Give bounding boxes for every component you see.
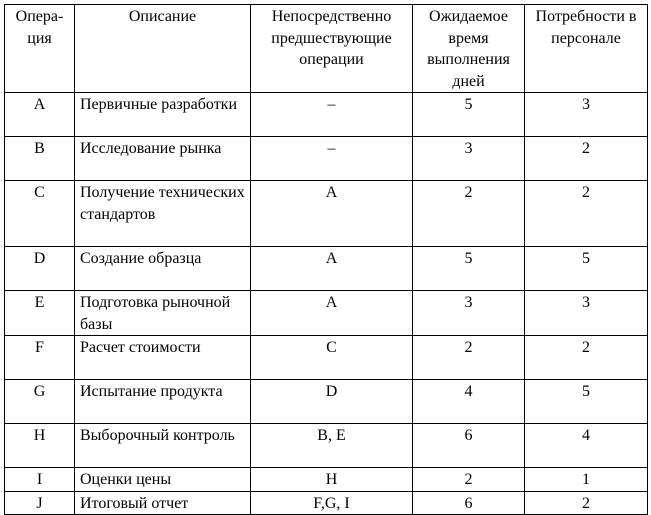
header-duration: Ожидаемое время выполнения дней [413,5,525,93]
cell-duration: 3 [413,137,525,181]
cell-description: Испытание продукта [75,380,251,424]
cell-description: Подготовка рыночной базы [75,291,251,336]
table-row [5,291,648,336]
cell-staff: 2 [525,137,648,181]
table-row [5,137,648,181]
table-row [5,380,648,424]
cell-description: Выборочный контроль [75,424,251,468]
cell-staff: 3 [525,93,648,137]
table-row [5,247,648,291]
cell-operation: J [5,491,75,515]
cell-staff: 5 [525,247,648,291]
cell-duration: 4 [413,380,525,424]
cell-operation: C [5,181,75,247]
cell-operation: B [5,137,75,181]
cell-operation: A [5,93,75,137]
table-row [5,93,648,137]
cell-description: Получение технических стандартов [75,181,251,247]
cell-staff: 3 [525,291,648,336]
cell-operation: D [5,247,75,291]
cell-predecessors: C [251,336,413,380]
cell-description: Исследование рынка [75,137,251,181]
cell-operation: F [5,336,75,380]
cell-description: Создание образца [75,247,251,291]
cell-operation: H [5,424,75,468]
table-header-row [5,5,648,93]
table-row [5,468,648,492]
cell-duration: 3 [413,291,525,336]
cell-staff: 2 [525,181,648,247]
cell-predecessors: F,G, I [251,491,413,515]
cell-staff: 2 [525,336,648,380]
cell-description: Расчет стоимости [75,336,251,380]
cell-predecessors: A [251,181,413,247]
cell-staff: 1 [525,468,648,492]
cell-duration: 2 [413,181,525,247]
cell-predecessors: H [251,468,413,492]
cell-duration: 2 [413,336,525,380]
cell-predecessors: D [251,380,413,424]
cell-operation: G [5,380,75,424]
cell-duration: 6 [413,424,525,468]
table-row [5,336,648,380]
cell-duration: 6 [413,491,525,515]
cell-operation: I [5,468,75,492]
cell-duration: 5 [413,93,525,137]
cell-staff: 2 [525,491,648,515]
cell-description: Итоговый отчет [75,491,251,515]
table-row [5,424,648,468]
cell-predecessors: – [251,93,413,137]
header-staff: Потребности в персонале [525,5,648,93]
cell-operation: E [5,291,75,336]
header-operation: Опера- ция [5,5,75,93]
cell-staff: 5 [525,380,648,424]
header-description: Описание [75,5,251,93]
cell-staff: 4 [525,424,648,468]
cell-predecessors: – [251,137,413,181]
cell-duration: 5 [413,247,525,291]
cell-duration: 2 [413,468,525,492]
cell-predecessors: A [251,247,413,291]
cell-predecessors: A [251,291,413,336]
header-predecessors: Непосредственно предшествующие операции [251,5,413,93]
cell-description: Оценки цены [75,468,251,492]
table-row [5,181,648,247]
cell-description: Первичные разработки [75,93,251,137]
cell-predecessors: B, E [251,424,413,468]
table-row [5,491,648,515]
operations-table [4,4,648,515]
